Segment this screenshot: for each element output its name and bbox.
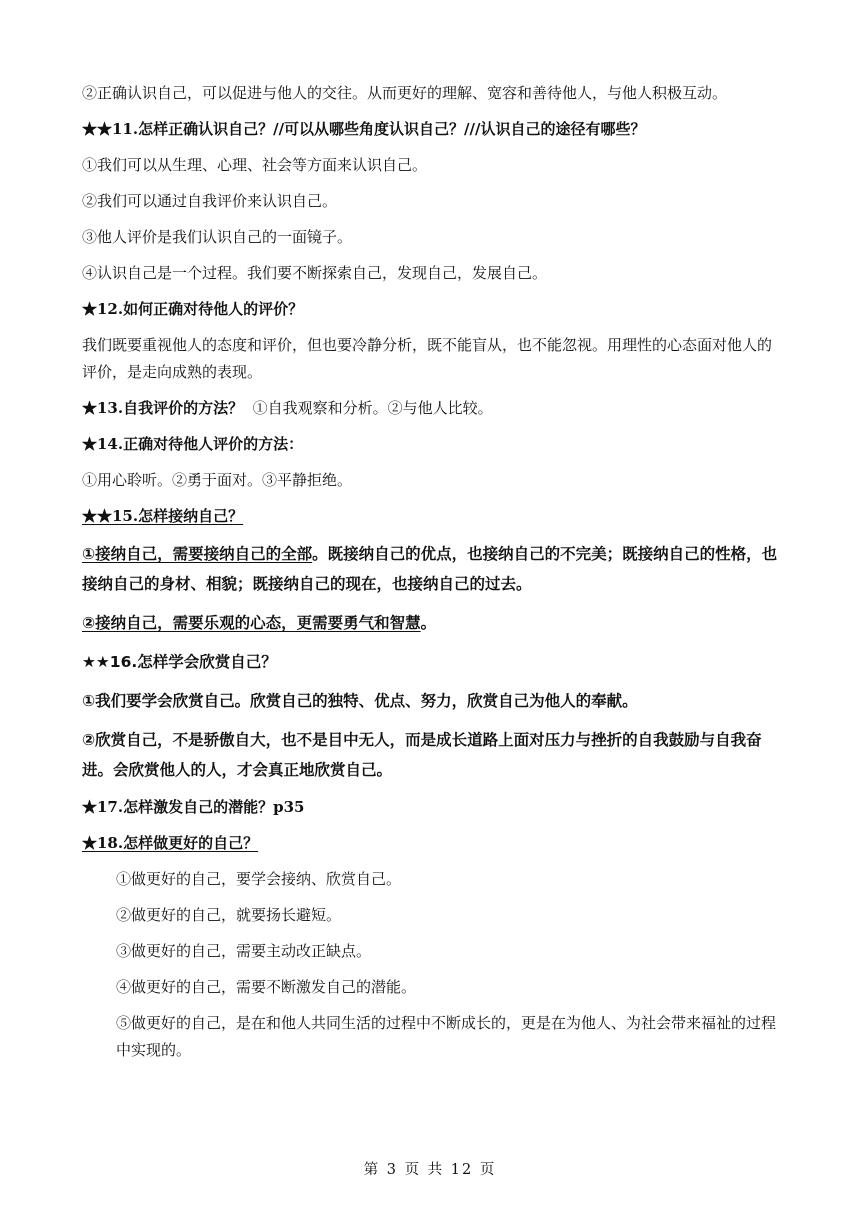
heading-q15: ★★15.怎样接纳自己？	[82, 507, 244, 525]
heading-q16: ★★16.怎样学会欣赏自己？	[82, 653, 277, 671]
heading-q13-title: ★13.自我评价的方法？	[82, 399, 244, 417]
paragraph: 我们既要重视他人的态度和评价，但也要冷静分析，既不能盲从，也不能忽视。用理性的心态面对他人的评价，是走向成熟的表现。	[82, 336, 773, 381]
paragraph: ②欣赏自己，不是骄傲自大，也不是目中无人，而是成长道路上面对压力与挫折的自我鼓励与自我奋进。会欣赏他人的人，才会真正地欣赏自己。	[82, 731, 762, 779]
page-footer: 第 3 页 共 12 页	[363, 1162, 497, 1178]
paragraph-q15-b	[82, 608, 782, 638]
paragraph: ③他人评价是我们认识自己的一面镜子。	[82, 228, 353, 246]
heading-q13	[82, 395, 782, 422]
paragraph: ①我们要学会欣赏自己。欣赏自己的独特、优点、努力，欣赏自己为他人的奉献。	[82, 692, 638, 710]
paragraph-rest: 。	[420, 614, 437, 632]
list-item: ③做更好的自己，需要主动改正缺点。	[116, 942, 372, 960]
list-item: ①做更好的自己，要学会接纳、欣赏自己。	[116, 870, 402, 888]
list-item: ⑤做更好的自己，是在和他人共同生活的过程中不断成长的，更是在为他人、为社会带来福祉的过程中实现的。	[116, 1014, 777, 1059]
paragraph: ④认识自己是一个过程。我们要不断探索自己，发现自己，发展自己。	[82, 264, 548, 282]
paragraph: ②我们可以通过自我评价来认识自己。	[82, 192, 338, 210]
list-item: ④做更好的自己，需要不断激发自己的潜能。	[116, 978, 417, 996]
underlined-text: ②接纳自己，需要乐观的心态，更需要勇气和智慧	[82, 614, 421, 632]
document-body	[82, 80, 782, 1064]
list-item: ②做更好的自己，就要扬长避短。	[116, 906, 342, 924]
heading-q12: ★12.如何正确对待他人的评价？	[82, 300, 304, 318]
heading-q17: ★17.怎样激发自己的潜能？p35	[82, 798, 305, 816]
paragraph-q15-a	[82, 539, 782, 599]
paragraph-rest: 。既接纳自己的优点，也接纳自己的不完美；既接纳自己的性格，也接纳自己的身材、相貌；既接纳自己的现在，也接纳自己的过去。	[82, 545, 778, 593]
paragraph: ①用心聆听。②勇于面对。③平静拒绝。	[82, 471, 353, 489]
paragraph: ①我们可以从生理、心理、社会等方面来认识自己。	[82, 156, 428, 174]
heading-q14: ★14.正确对待他人评价的方法：	[82, 435, 304, 453]
heading-q11: ★★11.怎样正确认识自己？//可以从哪些角度认识自己？///认识自己的途径有哪些？	[82, 120, 646, 138]
heading-q13-answer: ①自我观察和分析。②与他人比较。	[252, 399, 493, 417]
paragraph: ②正确认识自己，可以促进与他人的交往。从而更好的理解、宽容和善待他人，与他人积极互动。	[82, 84, 728, 102]
underlined-text: ①接纳自己，需要接纳自己的全部	[82, 545, 313, 563]
heading-q18: ★18.怎样做更好的自己？	[82, 834, 259, 852]
